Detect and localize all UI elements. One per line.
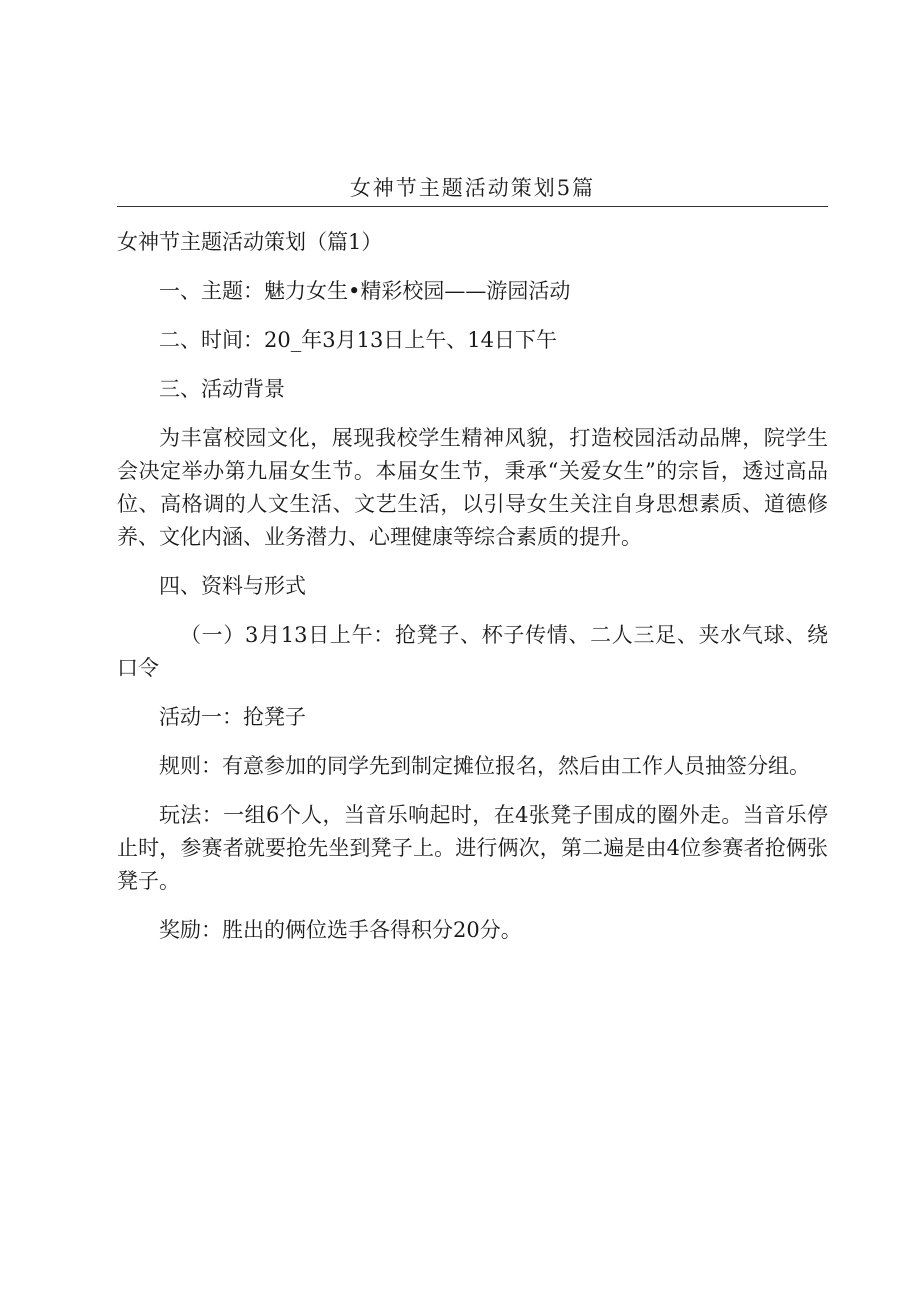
background-paragraph: 为丰富校园文化，展现我校学生精神风貌，打造校园活动品牌，院学生会决定举办第九届女生节。本届女生节，秉承“关爱女生”的宗旨，透过高品位、高格调的人文生活、文艺生活，以引导女生关注自身思想素质、道德修养、文化内涵、业务潜力、心理健康等综合素质的提升。 [117,426,828,549]
sub-item-march-13-morning: （一）3月13日上午：抢凳子、杯子传情、二人三足、夹水气球、绕口令 [117,623,828,680]
header-divider [117,206,828,207]
theme-item: 一、主题：魅力女生•精彩校园——游园活动 [159,279,571,303]
document-body [117,226,828,963]
content-form-heading: 四、资料与形式 [159,574,306,598]
reward-paragraph: 奖励：胜出的俩位选手各得积分20分。 [159,918,522,942]
section-title: 女神节主题活动策划（篇1） [117,230,383,254]
rules-paragraph: 规则：有意参加的同学先到制定摊位报名，然后由工作人员抽签分组。 [159,754,810,778]
background-heading: 三、活动背景 [159,377,285,401]
gameplay-paragraph: 玩法：一组6个人，当音乐响起时，在4张凳子围成的圈外走。当音乐停止时，参赛者就要抢先坐到凳子上。进行俩次，第二遍是由4位参赛者抢俩张凳子。 [117,803,828,893]
activity-one-title: 活动一：抢凳子 [159,705,306,729]
page-header-title: 女神节主题活动策划5篇 [349,176,596,200]
time-item: 二、时间：20_年3月13日上午、14日下午 [159,328,558,352]
